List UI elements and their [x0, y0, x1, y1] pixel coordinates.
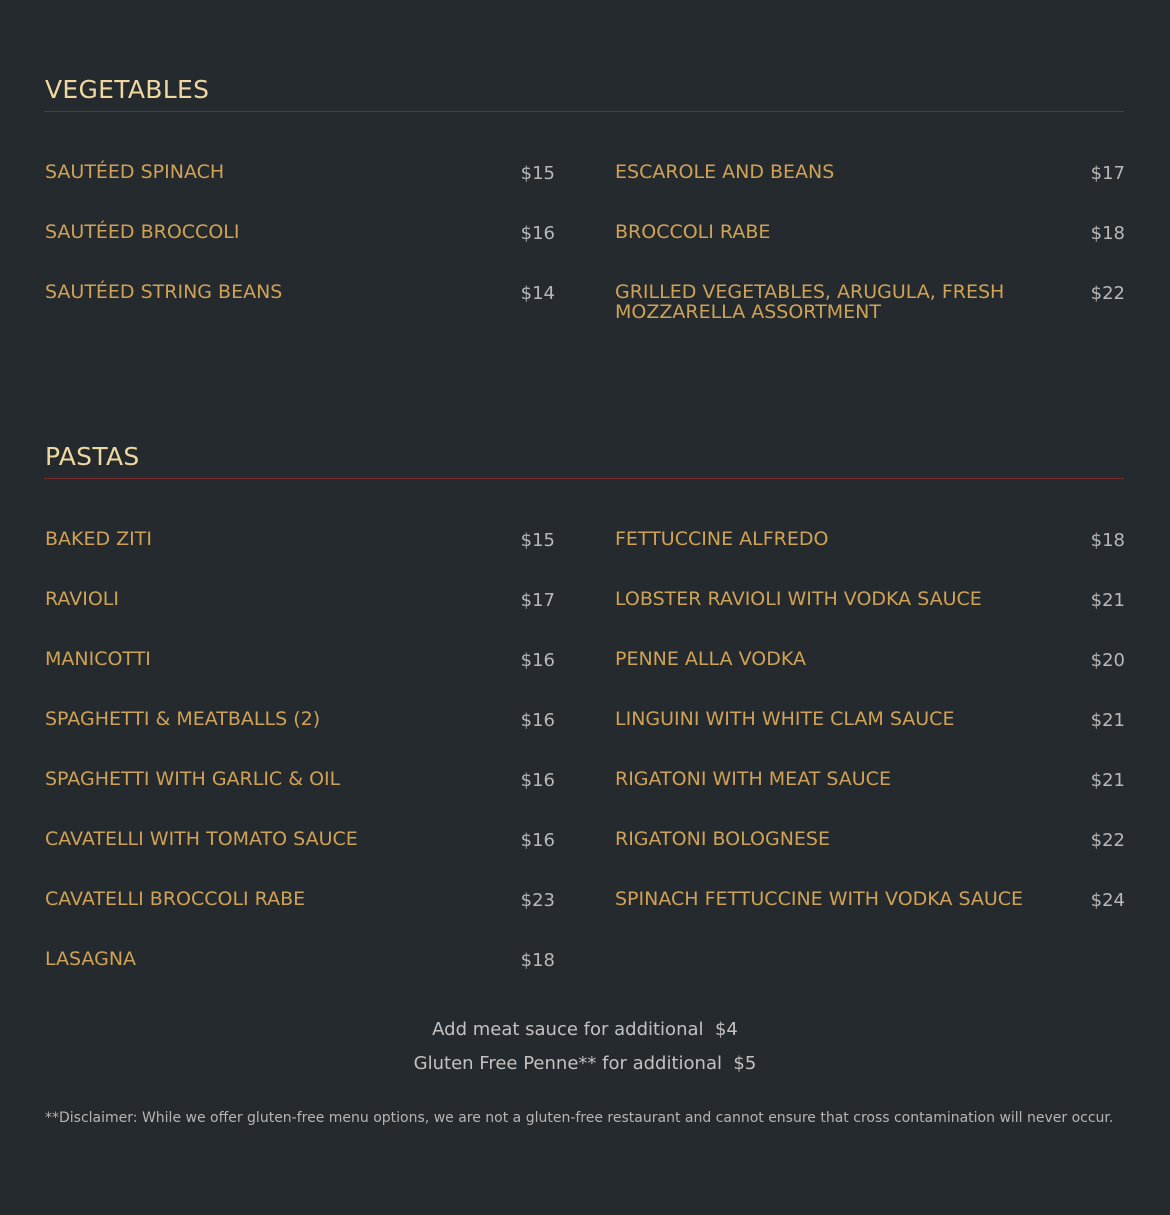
item-price: $16	[520, 770, 555, 791]
section-vegetables	[45, 75, 1125, 323]
item-name: MANICOTTI	[45, 648, 151, 670]
item-name: CAVATELLI BROCCOLI RABE	[45, 888, 306, 910]
item-name: FETTUCCINE ALFREDO	[615, 528, 829, 550]
item-price: $22	[1090, 830, 1125, 851]
item-name: GRILLED VEGETABLES, ARUGULA, FRESH MOZZARELLA ASSORTMENT	[615, 281, 1005, 323]
item-price: $22	[1090, 283, 1125, 304]
item-price: $16	[520, 223, 555, 244]
section-title-pastas: PASTAS	[45, 442, 140, 471]
item-name: SPINACH FETTUCCINE WITH VODKA SAUCE	[615, 888, 1024, 910]
item-name: SAUTÉED SPINACH	[45, 161, 225, 183]
item-price: $16	[520, 650, 555, 671]
item-name: CAVATELLI WITH TOMATO SAUCE	[45, 828, 358, 850]
item-price: $24	[1090, 890, 1125, 911]
item-name: PENNE ALLA VODKA	[615, 648, 806, 670]
item-name: RAVIOLI	[45, 588, 119, 610]
gluten-disclaimer: **Disclaimer: While we offer gluten-free menu options, we are not a gluten-free restaurant and cannot ensure that cross contamination will never occur.	[45, 1110, 1114, 1126]
item-price: $23	[520, 890, 555, 911]
item-price: $15	[520, 530, 555, 551]
meat-sauce-note: Add meat sauce for additional $4	[432, 1019, 738, 1040]
item-price: $21	[1090, 710, 1125, 731]
section-title-vegetables: VEGETABLES	[45, 75, 210, 104]
item-name: RIGATONI WITH MEAT SAUCE	[615, 768, 891, 790]
item-price: $18	[520, 950, 555, 971]
item-price: $17	[520, 590, 555, 611]
item-price: $21	[1090, 770, 1125, 791]
gluten-free-note: Gluten Free Penne** for additional $5	[413, 1053, 757, 1074]
item-name: BROCCOLI RABE	[615, 221, 771, 243]
item-name: SPAGHETTI WITH GARLIC & OIL	[45, 768, 341, 790]
item-name: SAUTÉED STRING BEANS	[45, 281, 283, 303]
item-price: $18	[1090, 223, 1125, 244]
item-name: SPAGHETTI & MEATBALLS (2)	[45, 708, 321, 730]
section-divider	[44, 111, 1124, 112]
item-name: ESCAROLE AND BEANS	[615, 161, 835, 183]
item-price: $16	[520, 710, 555, 731]
item-price: $16	[520, 830, 555, 851]
item-name: RIGATONI BOLOGNESE	[615, 828, 830, 850]
item-name: LASAGNA	[45, 948, 137, 970]
item-price: $18	[1090, 530, 1125, 551]
item-price: $17	[1090, 163, 1125, 184]
item-price: $14	[520, 283, 555, 304]
item-price: $21	[1090, 590, 1125, 611]
item-name: LINGUINI WITH WHITE CLAM SAUCE	[615, 708, 955, 730]
item-price: $15	[520, 163, 555, 184]
section-divider	[44, 478, 1124, 479]
item-name: SAUTÉED BROCCOLI	[45, 221, 240, 243]
section-pastas	[45, 442, 1125, 971]
item-name: BAKED ZITI	[45, 528, 152, 550]
pasta-addon-notes	[0, 1013, 1170, 1081]
item-name: LOBSTER RAVIOLI WITH VODKA SAUCE	[615, 588, 982, 610]
item-price: $20	[1090, 650, 1125, 671]
